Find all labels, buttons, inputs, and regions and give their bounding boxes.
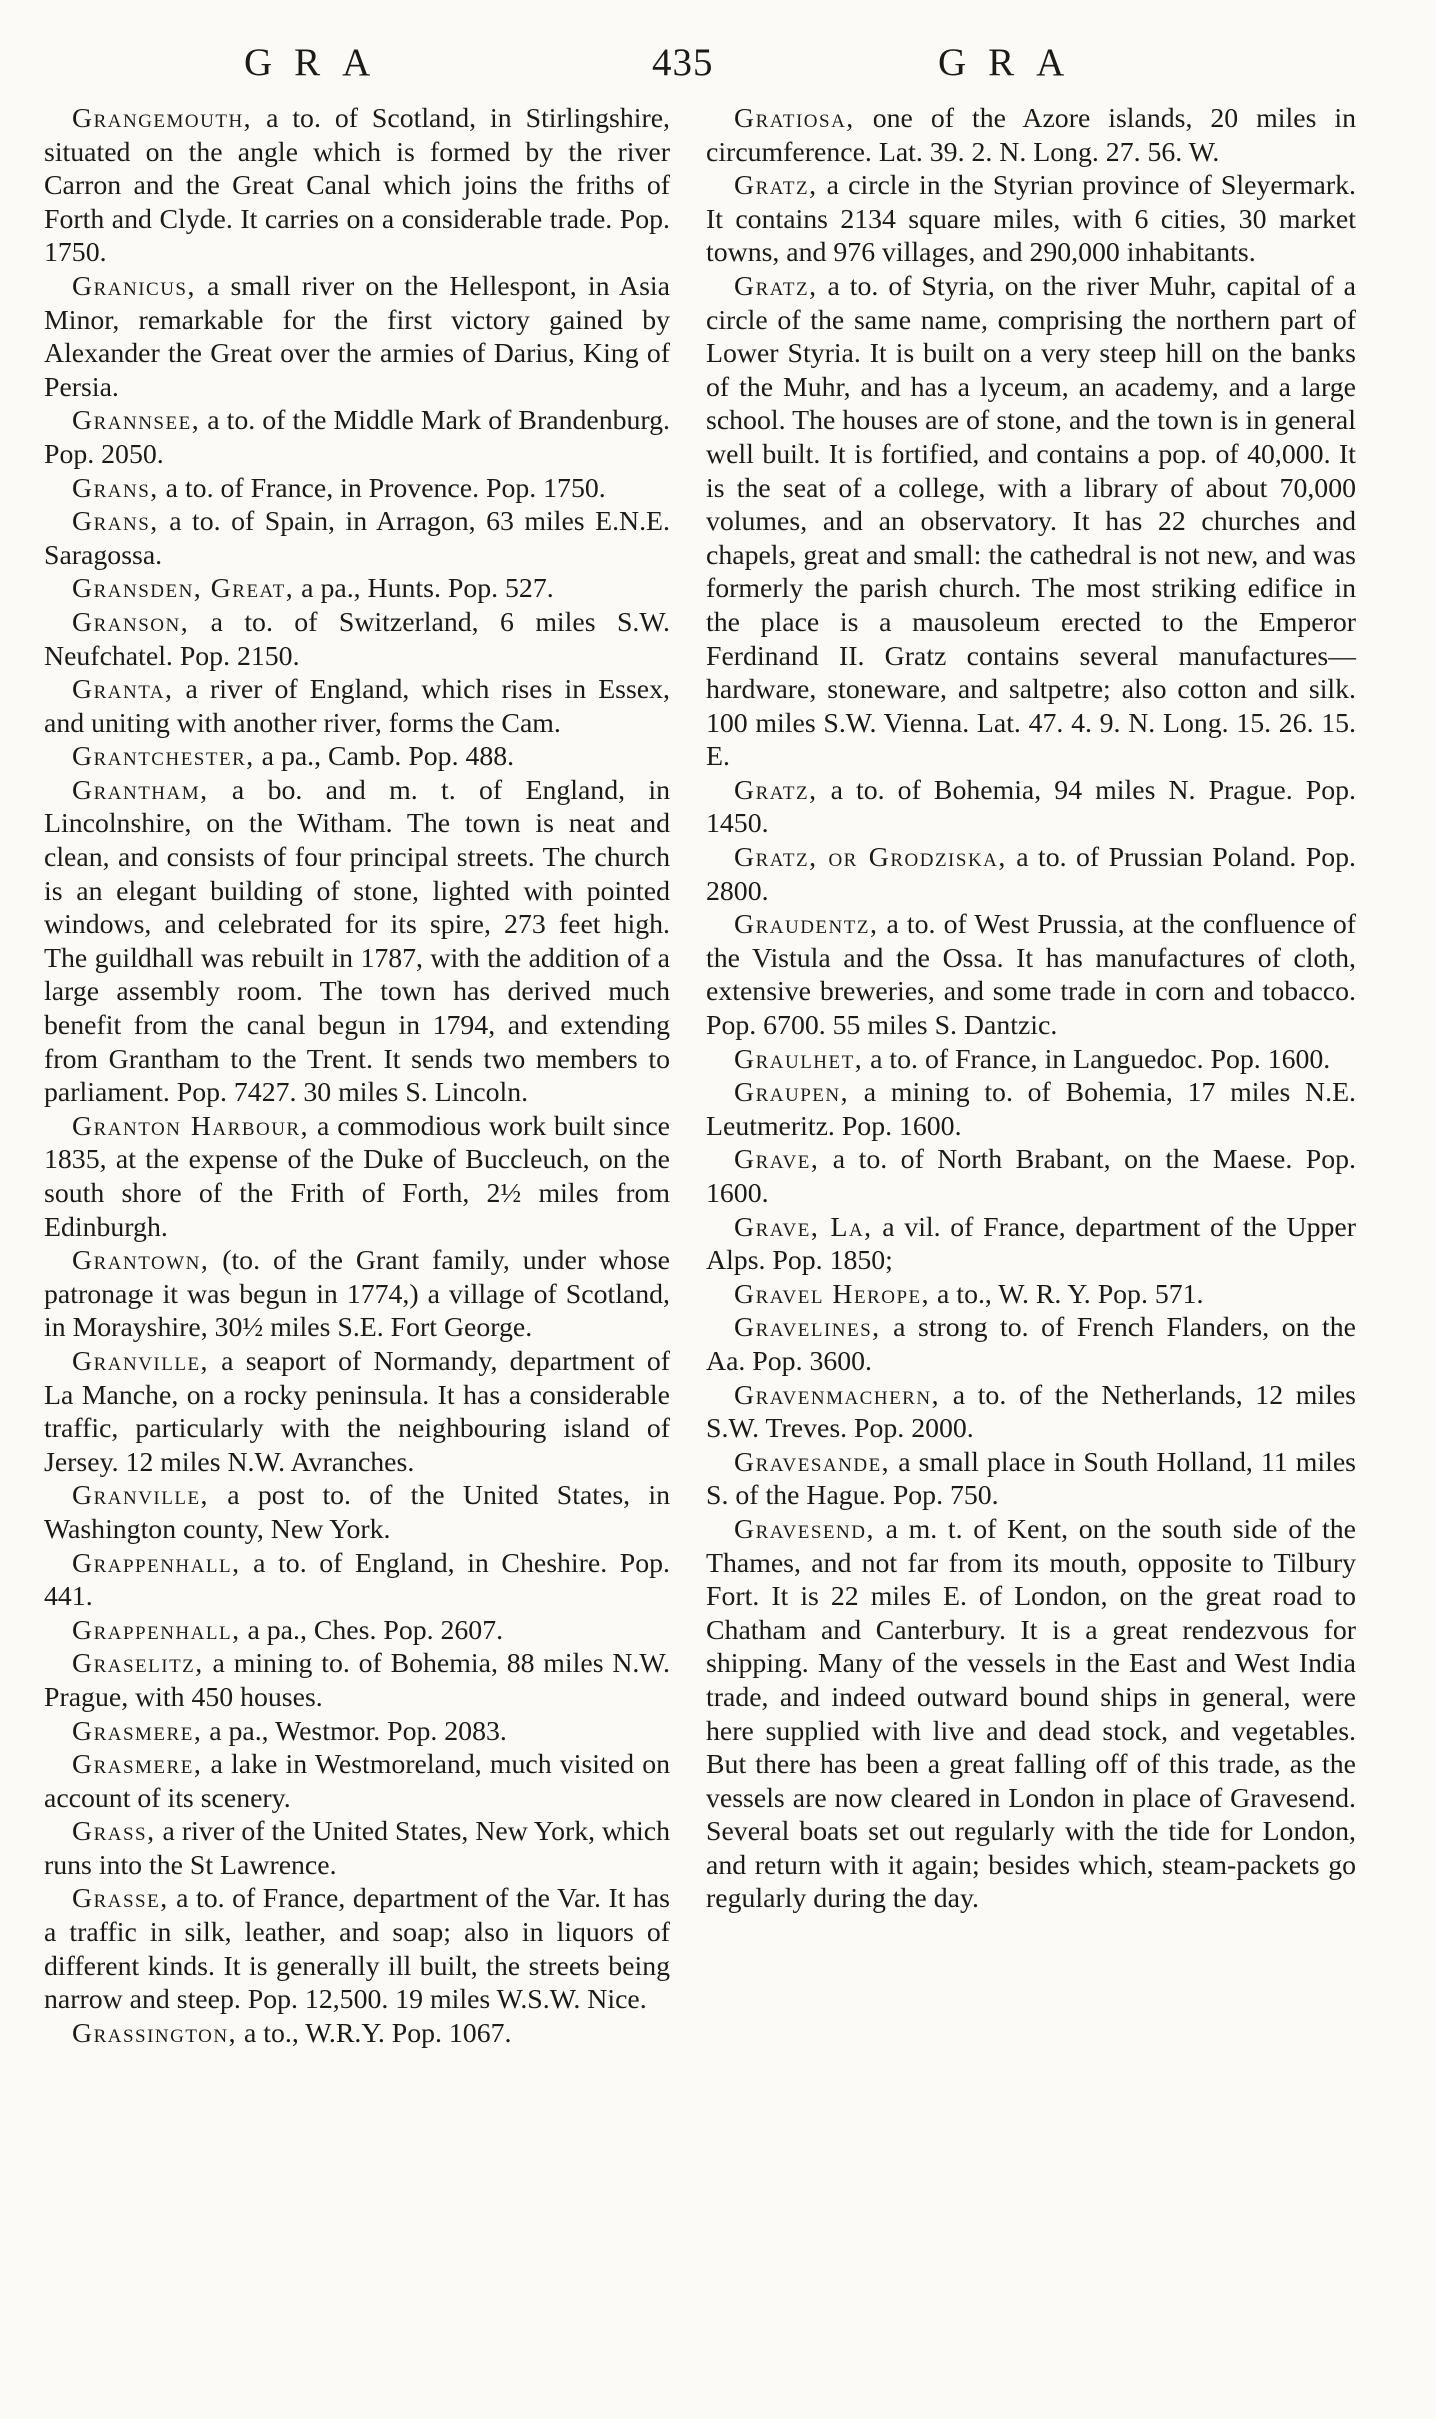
entry-text: a river of the United States, New York, which runs into the St Lawrence. bbox=[44, 1816, 670, 1881]
entry-headword: Granson, bbox=[72, 606, 190, 638]
entry-headword: Graulhet, bbox=[734, 1043, 864, 1075]
entry-text: a strong to. of French Flanders, on the Aa. Pop. 3600. bbox=[706, 1312, 1356, 1377]
entry-headword: Grassington, bbox=[72, 2017, 238, 2049]
entry-headword: Grans, bbox=[72, 506, 159, 538]
entry-headword: Granta, bbox=[72, 674, 174, 706]
gazetteer-entry bbox=[44, 606, 670, 673]
gazetteer-entry bbox=[706, 774, 1356, 841]
gazetteer-entry bbox=[706, 1513, 1356, 1916]
gazetteer-entry bbox=[44, 1647, 670, 1714]
page-number: 435 bbox=[652, 41, 714, 84]
entry-headword: Graselitz, bbox=[72, 1648, 204, 1680]
entry-text: a to. of Prussian Poland. Pop. 2800. bbox=[706, 842, 1356, 907]
gazetteer-entry bbox=[44, 1614, 670, 1648]
gazetteer-entry bbox=[44, 505, 670, 572]
gazetteer-entry bbox=[706, 270, 1356, 774]
entry-headword: Gravesend, bbox=[734, 1513, 875, 1545]
entry-headword: Gravelines, bbox=[734, 1312, 881, 1344]
entry-text: a commodious work built since 1835, at the expense of the Duke of Buccleuch, on the south shore of the Frith of Forth, 2½ miles from Edinburgh. bbox=[44, 1110, 670, 1243]
gazetteer-entry bbox=[44, 2017, 670, 2051]
gazetteer-entry bbox=[706, 1043, 1356, 1077]
entry-text: a to. of West Prussia, at the confluence of the Vistula and the Ossa. It has manufactures of cloth, extensive breweries, and some trade in corn and tobacco. Pop. 6700. 55 miles S. Dantzic. bbox=[706, 909, 1356, 1042]
entry-headword: Granville, bbox=[72, 1345, 210, 1377]
entry-text: a to. of England, in Cheshire. Pop. 441. bbox=[44, 1547, 670, 1613]
gazetteer-entry bbox=[706, 1311, 1356, 1378]
entry-text: a mining to. of Bohemia, 88 miles N.W. Prague, with 450 houses. bbox=[44, 1648, 670, 1713]
entry-text: a to. of the Middle Mark of Brandenburg. Pop. 2050. bbox=[44, 405, 670, 470]
entry-text: a to. of France, in Provence. Pop. 1750. bbox=[158, 472, 606, 504]
entry-headword: Grasmere, bbox=[72, 1749, 203, 1781]
gazetteer-entry bbox=[44, 472, 670, 506]
gazetteer-entry bbox=[44, 1748, 670, 1815]
entry-headword: Grans, bbox=[72, 472, 159, 504]
entry-headword: Grasmere, bbox=[72, 1715, 203, 1747]
entry-text: a to. of Bohemia, 94 miles N. Prague. Pop. 1450. bbox=[706, 774, 1356, 840]
entry-headword: Gravesande, bbox=[734, 1446, 891, 1478]
gazetteer-entry bbox=[706, 102, 1356, 169]
entry-text: a small river on the Hellespont, in Asia Minor, remarkable for the first victory gained by Alexander the Great over the armies of Darius, King of Persia. bbox=[44, 270, 670, 403]
entry-text: a river of England, which rises in Essex, and uniting with another river, forms the Cam. bbox=[44, 674, 670, 739]
entry-headword: Graudentz, bbox=[734, 909, 879, 941]
entry-text: a m. t. of Kent, on the south side of the Thames, and not far from its mouth, opposite to Tilbury Fort. It is 22 miles E. of London, on the great road to Chatham and Canterbury. It is a great rendezvous for shipping. Many of the vessels in the East and West India trade, and indeed outward bound ships in general, were here supplied with live and dead stock, and vegetables. But there has been a great falling off of this trade, as the vessels are now cleared in London in place of Gravesend. Several boats set out regularly with the tide for London, and return with it again; besides which, steam-packets go regularly during the day. bbox=[706, 1513, 1356, 1915]
gazetteer-entry bbox=[706, 1278, 1356, 1312]
gazetteer-entry bbox=[44, 740, 670, 774]
gazetteer-entry bbox=[44, 1244, 670, 1345]
entry-headword: Granicus, bbox=[72, 270, 196, 302]
right-column bbox=[706, 102, 1356, 1916]
gazetteer-entry bbox=[44, 1110, 670, 1244]
entry-text: a bo. and m. t. of England, in Lincolnshire, on the Witham. The town is neat and clean, and consists of four principal streets. The church is an elegant building of stone, lighted with pointed windows, and celebrated for its spire, 273 feet high. The guildhall was rebuilt in 1787, with the addition of a large assembly room. The town has derived much benefit from the canal begun in 1794, and extending from Grantham to the Trent. It sends two members to parliament. Pop. 7427. 30 miles S. Lincoln. bbox=[44, 774, 670, 1109]
gazetteer-entry bbox=[44, 673, 670, 740]
entry-headword: Grappenhall, bbox=[72, 1547, 241, 1579]
gazetteer-entry bbox=[706, 1076, 1356, 1143]
entry-headword: Grappenhall, bbox=[72, 1614, 241, 1646]
entry-headword: Gransden, Great, bbox=[72, 573, 295, 605]
entry-headword: Grave, La, bbox=[734, 1211, 873, 1243]
entry-headword: Grannsee, bbox=[72, 405, 201, 437]
entry-headword: Grantchester, bbox=[72, 741, 255, 773]
entry-text: a vil. of France, department of the Upper Alps. Pop. 1850; bbox=[706, 1211, 1356, 1277]
entry-text: a post to. of the United States, in Washington county, New York. bbox=[44, 1480, 670, 1545]
entry-text: a to. of Styria, on the river Muhr, capital of a circle of the same name, comprising the northern part of Lower Styria. It is built on a very steep hill on the banks of the Muhr, and has a lyceum, an academy, and a large school. The houses are of stone, and the town is in general well built. It is fortified, and contains a pop. of 40,000. It is the seat of a college, with a library of about 70,000 volumes, and an observatory. It has 22 churches and chapels, great and small: the cathedral is not new, and was formerly the parish church. The most striking edifice in the place is a mausoleum erected to the Emperor Ferdinand II. Gratz contains several manufactures—hardware, stoneware, and saltpetre; also cotton and silk. 100 miles S.W. Vienna. Lat. 47. 4. 9. N. Long. 15. 26. 15. E. bbox=[706, 270, 1356, 773]
entry-headword: Gratz, bbox=[734, 270, 818, 302]
entry-headword: Gratz, or Grodziska, bbox=[734, 842, 1007, 874]
entry-text: one of the Azore islands, 20 miles in circumference. Lat. 39. 2. N. Long. 27. 56. W. bbox=[706, 103, 1356, 168]
gazetteer-entry bbox=[44, 270, 670, 404]
gazetteer-entry bbox=[44, 774, 670, 1110]
entry-text: a pa., Westmor. Pop. 2083. bbox=[202, 1715, 507, 1747]
gazetteer-entry bbox=[44, 1345, 670, 1479]
gazetteer-entry bbox=[706, 841, 1356, 908]
entry-headword: Grantown, bbox=[72, 1245, 210, 1277]
entry-text: a to. of Scotland, in Stirlingshire, situated on the angle which is formed by the river Carron and the Great Canal which joins the friths of Forth and Clyde. It carries on a considerable trade. Pop. 1750. bbox=[44, 103, 670, 269]
entry-text: a to. of France, department of the Var. It has a traffic in silk, leather, and soap; also in liquors of different kinds. It is generally ill built, the streets being narrow and steep. Pop. 12,500. 19 miles W.S.W. Nice. bbox=[44, 1883, 670, 2016]
entry-headword: Granville, bbox=[72, 1480, 210, 1512]
header-right-guide-word: GRA bbox=[938, 41, 1087, 84]
entry-headword: Gravenmachern, bbox=[734, 1379, 941, 1411]
entry-text: a to., W. R. Y. Pop. 571. bbox=[930, 1278, 1204, 1310]
gazetteer-entry bbox=[44, 102, 670, 270]
running-header bbox=[0, 38, 1436, 88]
entry-headword: Gravel Herope, bbox=[734, 1278, 931, 1310]
entry-text: a mining to. of Bohemia, 17 miles N.E. Leutmeritz. Pop. 1600. bbox=[706, 1077, 1356, 1142]
entry-text: (to. of the Grant family, under whose patronage it was begun in 1774,) a village of Scotland, in Morayshire, 30½ miles S.E. Fort George. bbox=[44, 1245, 670, 1344]
gazetteer-entry bbox=[44, 1479, 670, 1546]
gazetteer-entry bbox=[706, 169, 1356, 270]
entry-headword: Grasse, bbox=[72, 1883, 169, 1915]
entry-headword: Grantham, bbox=[72, 774, 209, 806]
entry-text: a to. of the Netherlands, 12 miles S.W. Treves. Pop. 2000. bbox=[706, 1379, 1356, 1445]
entry-headword: Grave, bbox=[734, 1144, 820, 1176]
entry-text: a to. of Switzerland, 6 miles S.W. Neufchatel. Pop. 2150. bbox=[44, 606, 670, 672]
entry-headword: Gratz, bbox=[734, 774, 818, 806]
entry-text: a pa., Hunts. Pop. 527. bbox=[294, 573, 554, 605]
left-column bbox=[44, 102, 670, 2050]
gazetteer-entry bbox=[44, 572, 670, 606]
gazetteer-entry bbox=[44, 1815, 670, 1882]
entry-headword: Grass, bbox=[72, 1816, 156, 1848]
header-left-guide-word: GRA bbox=[244, 41, 393, 84]
entry-text: a to. of France, in Languedoc. Pop. 1600. bbox=[863, 1043, 1331, 1075]
entry-headword: Granton Harbour, bbox=[72, 1110, 310, 1142]
entry-text: a lake in Westmoreland, much visited on account of its scenery. bbox=[44, 1749, 670, 1814]
gazetteer-entry bbox=[44, 1715, 670, 1749]
gazetteer-entry bbox=[44, 1547, 670, 1614]
gazetteer-entry bbox=[44, 1882, 670, 2016]
entry-text: a to., W.R.Y. Pop. 1067. bbox=[237, 2017, 512, 2049]
gazetteer-entry bbox=[706, 908, 1356, 1042]
entry-headword: Gratz, bbox=[734, 170, 818, 202]
entry-text: a small place in South Holland, 11 miles S. of the Hague. Pop. 750. bbox=[706, 1446, 1356, 1512]
gazetteer-entry bbox=[706, 1446, 1356, 1513]
gazetteer-entry bbox=[706, 1379, 1356, 1446]
entry-headword: Grangemouth, bbox=[72, 103, 253, 134]
entry-text: a circle in the Styrian province of Sleyermark. It contains 2134 square miles, with 6 cities, 30 market towns, and 976 villages, and 290,000 inhabitants. bbox=[706, 170, 1356, 269]
gazetteer-entry bbox=[706, 1211, 1356, 1278]
gazetteer-entry bbox=[706, 1143, 1356, 1210]
gazetteer-entry bbox=[44, 404, 670, 471]
entry-text: a to. of Spain, in Arragon, 63 miles E.N.E. Saragossa. bbox=[44, 506, 670, 571]
entry-text: a pa., Ches. Pop. 2607. bbox=[240, 1614, 504, 1646]
entry-text: a to. of North Brabant, on the Maese. Pop. 1600. bbox=[706, 1144, 1356, 1209]
entry-text: a seaport of Normandy, department of La Manche, on a rocky peninsula. It has a considerable traffic, particularly with the neighbouring island of Jersey. 12 miles N.W. Avranches. bbox=[44, 1345, 670, 1478]
entry-headword: Gratiosa, bbox=[734, 103, 855, 134]
entry-text: a pa., Camb. Pop. 488. bbox=[254, 741, 515, 773]
entry-headword: Graupen, bbox=[734, 1077, 850, 1109]
